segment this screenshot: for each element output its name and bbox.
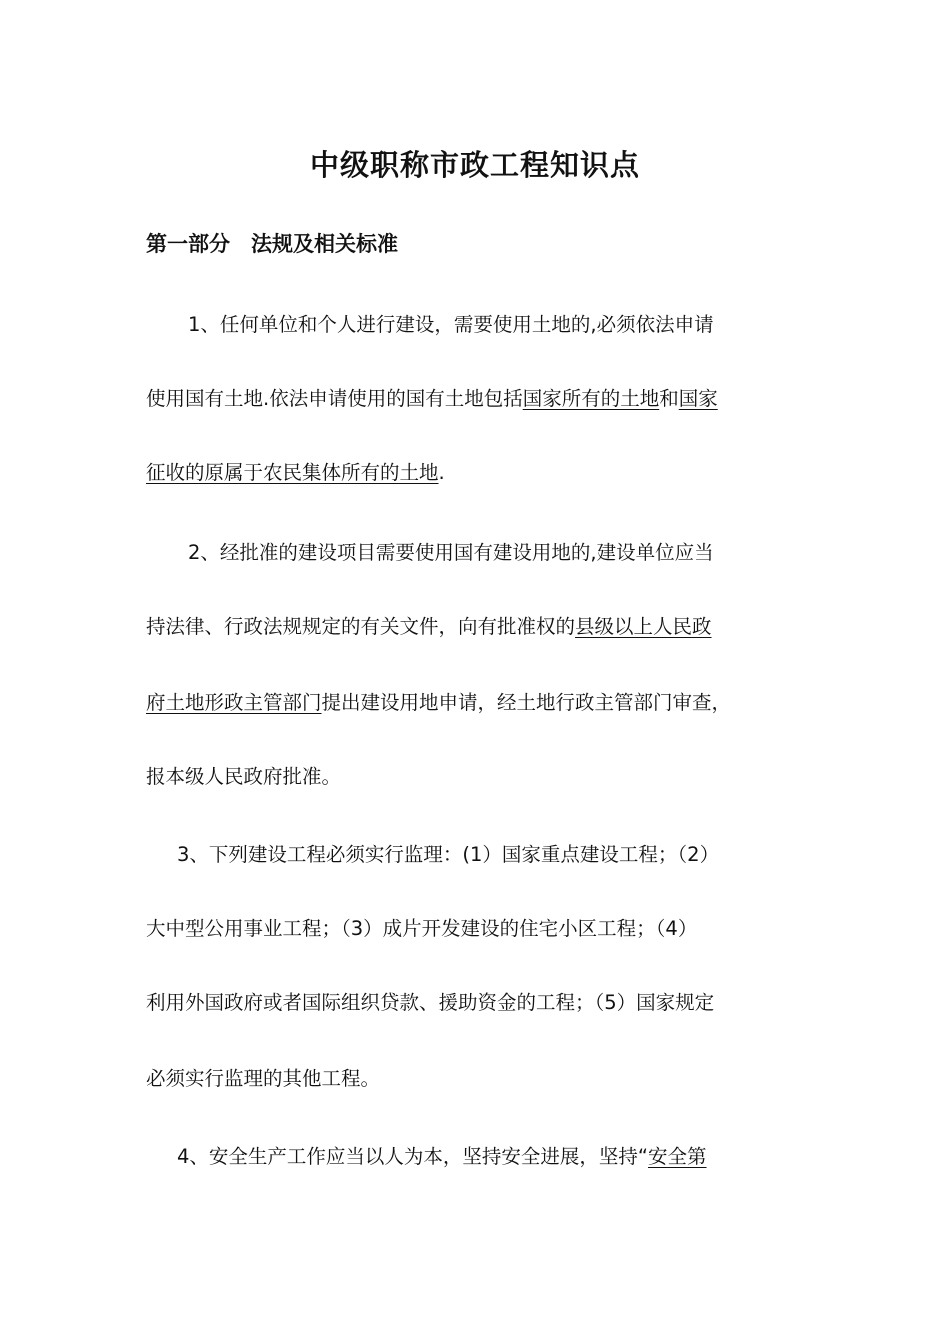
text-segment: 和 [659,387,679,410]
text-segment: 提出建设用地申请，经土地行政主管部门审查， [321,691,732,714]
text-line-2 [146,379,826,419]
text-line-6 [146,683,826,723]
text-line-3 [146,453,826,493]
text-line-1 [188,305,868,345]
text-line-4 [188,533,868,573]
text-line-10 [146,983,826,1023]
text-segment: 持法律、行政法规规定的有关文件，向有批准权的 [146,615,576,638]
section-heading: 第一部分 法规及相关标准 [146,232,398,256]
text-segment: 1、任何单位和个人进行建设，需要使用土地的,必须依法申请 [188,313,714,336]
text-segment: 必须实行监理的其他工程。 [146,1067,381,1090]
text-line-11 [146,1059,826,1099]
text-line-9 [146,909,826,949]
text-segment: 2、经批准的建设项目需要使用国有建设用地的,建设单位应当 [188,541,714,564]
text-line-12 [177,1137,857,1177]
underlined-text: 府土地形政主管部门 [146,691,322,714]
underlined-text: 县级以上人民政 [575,615,712,638]
text-line-7 [146,757,826,797]
underlined-text: 国家所有的土地 [522,387,660,410]
underlined-text: 安全第 [648,1145,707,1168]
underlined-text: 国家 [678,387,718,410]
text-segment: 使用国有土地.依法申请使用的国有土地包括 [146,387,523,410]
text-segment: 大中型公用事业工程；（3）成片开发建设的住宅小区工程；（4） [146,917,698,940]
underlined-text: 征收的原属于农民集体所有的土地 [146,461,439,484]
text-segment: 4、安全生产工作应当以人为本，坚持安全进展，坚持“ [177,1145,649,1168]
text-line-8 [177,835,857,875]
text-segment: 报本级人民政府批准。 [146,765,342,788]
document-title: 中级职称市政工程知识点 [309,148,640,182]
text-line-5 [146,607,826,647]
text-segment: 利用外国政府或者国际组织贷款、援助资金的工程；（5）国家规定 [146,991,715,1014]
text-segment: 3、下列建设工程必须实行监理：(1）国家重点建设工程；（2） [177,843,720,866]
text-segment: . [438,461,445,484]
